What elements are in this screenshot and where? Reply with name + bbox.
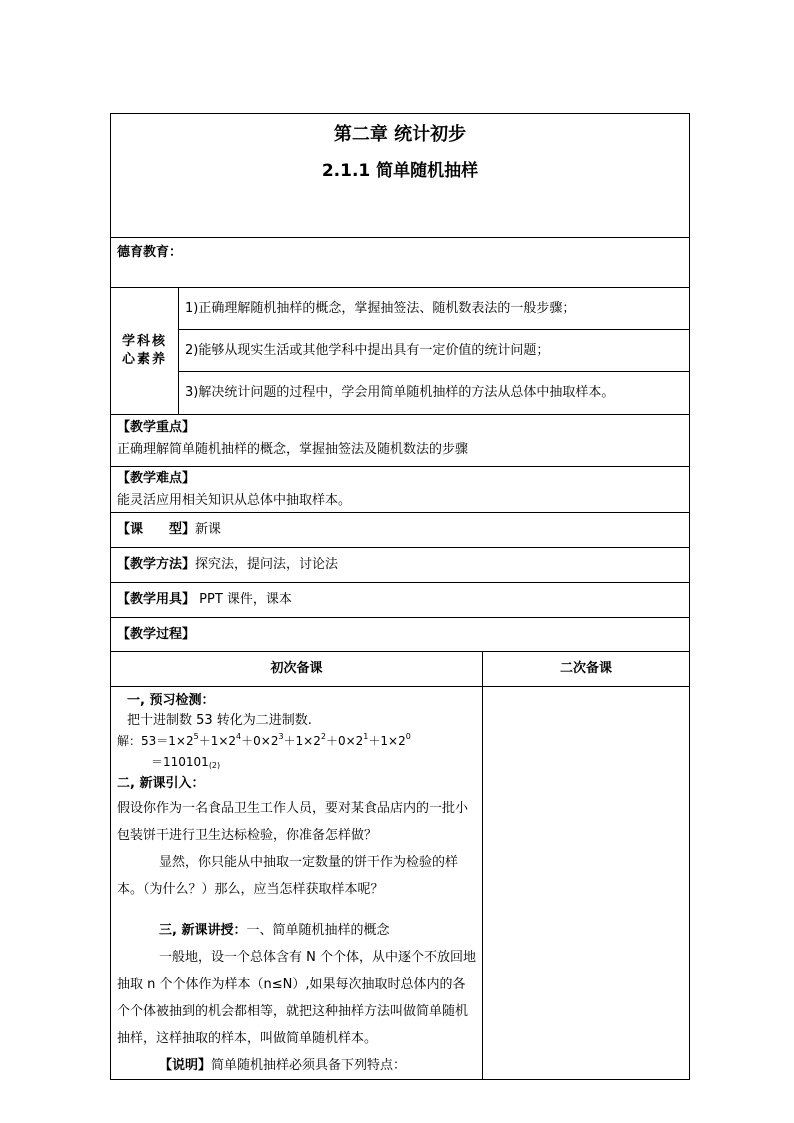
process-label: 【教学过程】 xyxy=(117,626,196,642)
lesson-title: 2.1.1 简单随机抽样 xyxy=(321,161,479,181)
intro-heading: 二, 新课引入： xyxy=(117,776,205,791)
key-points-text: 正确理解简单随机抽样的概念，掌握抽签法及随机数法的步骤 xyxy=(117,442,469,457)
first-prep-content xyxy=(111,687,483,1080)
solution-result: $=110101_{(2)}$ xyxy=(151,755,221,770)
lesson-type-label: 【课 型】 xyxy=(117,522,196,537)
process-content-row xyxy=(111,687,690,1080)
core-row-2 xyxy=(111,330,690,372)
moral-row xyxy=(111,238,690,288)
key-points-row xyxy=(111,415,690,467)
core-literacy-label: 学科核 心素养 xyxy=(111,288,179,415)
second-prep-header: 二次备课 xyxy=(483,652,690,687)
preview-task: 把十进制数 53 转化为二进制数. xyxy=(127,713,312,728)
tools-row xyxy=(111,583,690,618)
note-line: 【说明】简单随机抽样必须具备下列特点： xyxy=(159,1058,407,1073)
intro-paragraph: 显然，你只能从中抽取一定数量的饼干作为检验的样本。（为什么？）那么，应当怎样获取样本呢？ xyxy=(117,855,459,897)
core-goal: 3)解决统计问题的过程中，学会用简单随机抽样的方法从总体中抽取样本。 xyxy=(179,372,690,415)
first-prep-header: 初次备课 xyxy=(111,652,483,687)
lesson-type-row xyxy=(111,513,690,548)
process-header-row xyxy=(111,652,690,687)
title-row xyxy=(111,114,690,238)
definition-paragraph: 一般地，设一个总体含有 N 个个体，从中逐个不放回地抽取 n 个个体作为样本（n≤N）,如果每次抽取时总体内的各个个体被抽到的机会都相等，就把这种抽样方法叫做简单随机抽样，这样抽取的样本，叫做简单随机样本。 xyxy=(117,950,476,1046)
second-prep-content xyxy=(483,687,690,1080)
moral-label: 德育教育： xyxy=(117,245,183,260)
intro-paragraph: 假设你作为一名食品卫生工作人员，要对某食品店内的一批小包装饼干进行卫生达标检验，你准备怎样做？ xyxy=(117,801,469,843)
tools-value: PPT 课件，课本 xyxy=(195,592,292,607)
core-row-3 xyxy=(111,372,690,415)
lesson-type-value: 新课 xyxy=(195,522,222,537)
methods-row xyxy=(111,548,690,583)
methods-value: 探究法，提问法，讨论法 xyxy=(195,557,339,572)
difficulties-label: 【教学难点】 xyxy=(117,471,196,486)
teach-heading-line: 三, 新课讲授：一、简单随机抽样的概念 xyxy=(159,923,390,938)
preview-heading: 一, 预习检测： xyxy=(127,693,215,708)
core-goal: 1)正确理解随机抽样的概念，掌握抽签法、随机数表法的一般步骤； xyxy=(179,288,690,330)
core-row-1 xyxy=(111,288,690,330)
chapter-title: 第二章 统计初步 xyxy=(333,124,467,145)
methods-label: 【教学方法】 xyxy=(117,557,196,572)
difficulties-row xyxy=(111,467,690,513)
lesson-plan-table xyxy=(110,113,690,1080)
solution-line: 解：$53=1\times 2^5+1\times 2^4+0\times 2^3+1\times 2^2+0\times 2^1+1\times 2^0$ xyxy=(117,732,411,748)
core-goal: 2)能够从现实生活或其他学科中提出具有一定价值的统计问题； xyxy=(179,330,690,372)
process-label-row xyxy=(111,618,690,652)
key-points-label: 【教学重点】 xyxy=(117,420,196,435)
difficulties-text: 能灵活应用相关知识从总体中抽取样本。 xyxy=(117,493,352,508)
lesson-plan-page xyxy=(110,113,689,1080)
tools-label: 【教学用具】 xyxy=(117,592,196,607)
